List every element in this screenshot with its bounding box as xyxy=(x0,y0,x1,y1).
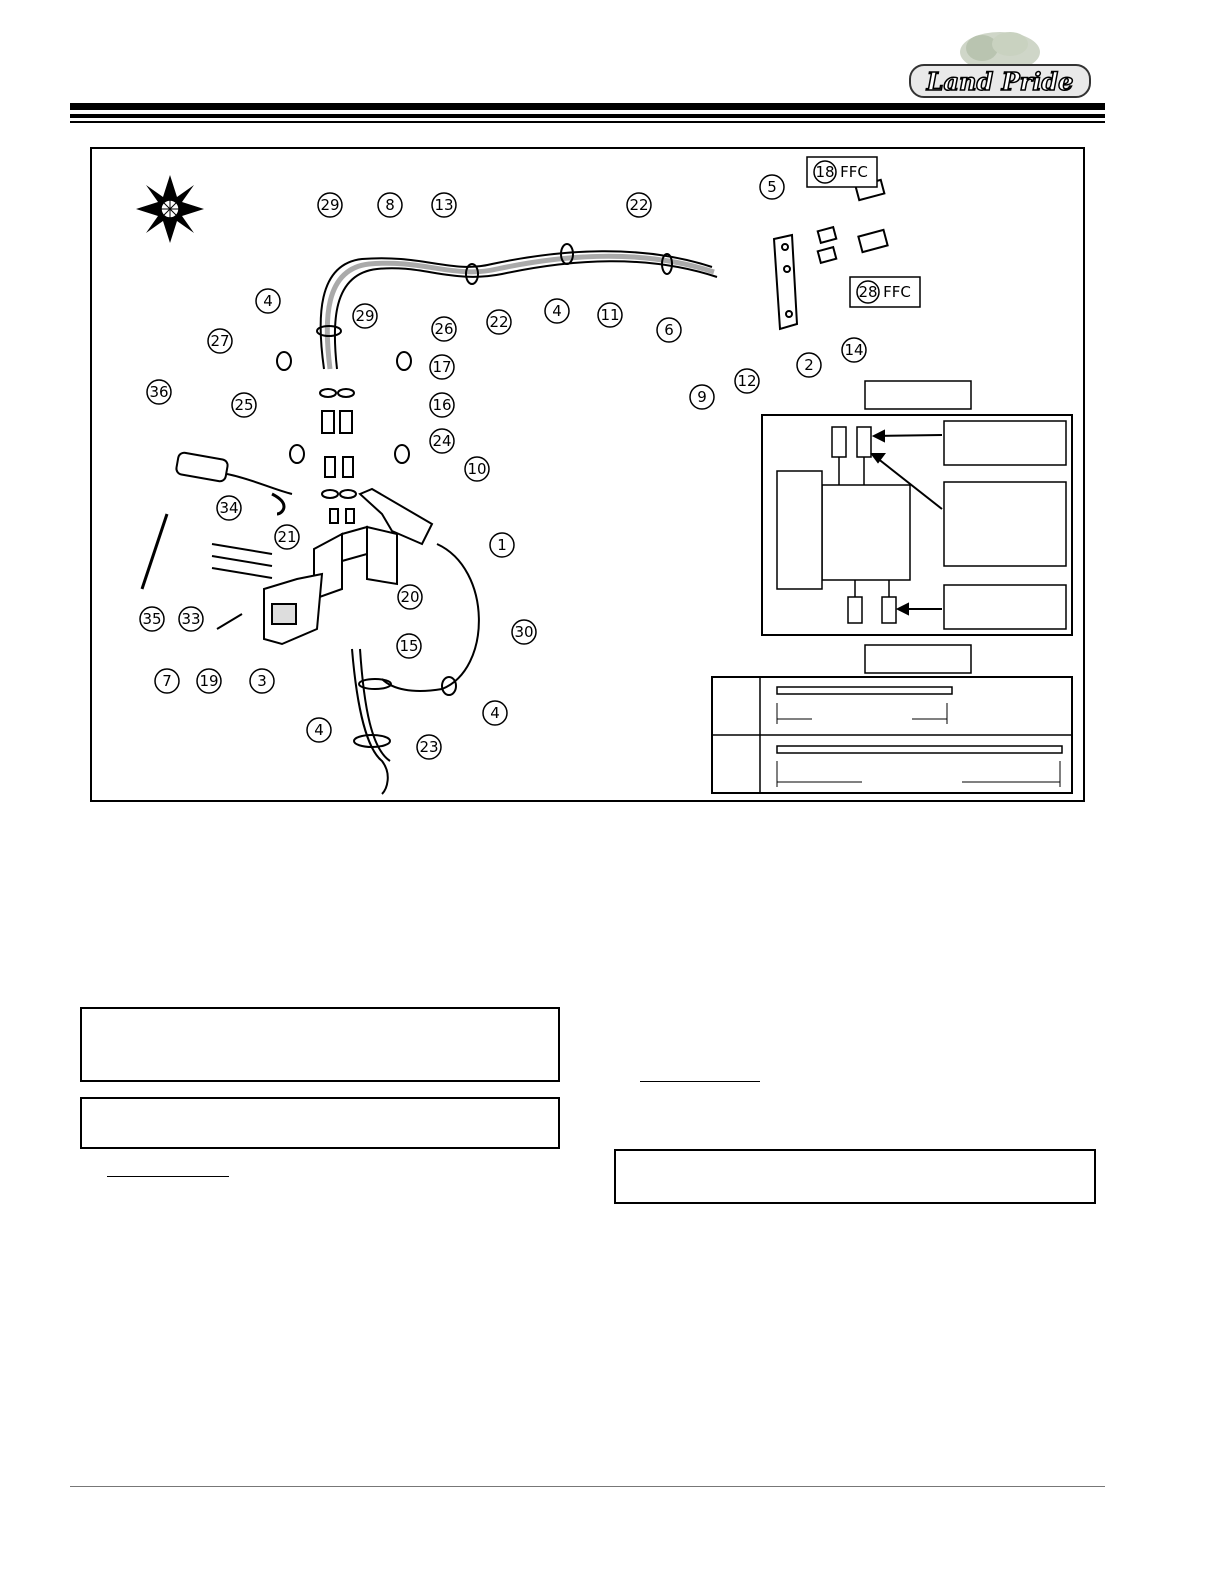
ffc-label-top xyxy=(807,157,877,187)
callout-23: 23 xyxy=(419,738,439,756)
callout-29b: 29 xyxy=(355,307,375,325)
callout-4b: 4 xyxy=(552,302,562,320)
lower-hose-group xyxy=(352,544,479,794)
note-box-left-lower xyxy=(80,1097,560,1149)
cable-tie xyxy=(142,514,167,589)
valve-detail-label-box-bottom xyxy=(944,585,1066,629)
callout-6: 6 xyxy=(664,321,674,339)
fitting-stack xyxy=(320,389,356,523)
valve-detail-title-box xyxy=(865,381,971,409)
ffc-top-text: FFC xyxy=(840,163,868,181)
logo-graphic xyxy=(900,30,1100,105)
header-rule-bottom xyxy=(70,121,1105,123)
callout-4d: 4 xyxy=(314,721,324,739)
callout-20: 20 xyxy=(400,588,420,606)
heading-underline-left xyxy=(107,1176,229,1177)
note-box-right xyxy=(614,1149,1096,1204)
callout-5: 5 xyxy=(767,178,777,196)
callout-3: 3 xyxy=(257,672,267,690)
heading-underline-right xyxy=(640,1081,760,1082)
callout-8: 8 xyxy=(385,196,395,214)
exploded-view-svg xyxy=(92,149,1083,800)
cover-plate xyxy=(264,574,322,644)
callout-12: 12 xyxy=(737,372,757,390)
note-box-left-upper xyxy=(80,1007,560,1082)
footer-rule xyxy=(70,1486,1105,1487)
callout-2: 2 xyxy=(804,356,814,374)
callout-15: 15 xyxy=(399,637,419,655)
valve-detail-label-box-middle xyxy=(944,482,1066,566)
callout-21: 21 xyxy=(277,528,297,546)
ffc-bottom-text: FFC xyxy=(883,283,911,301)
callout-numbers xyxy=(142,178,863,756)
callout-7: 7 xyxy=(162,672,172,690)
quick-coupler-group xyxy=(818,180,888,263)
callout-13: 13 xyxy=(434,196,454,214)
valve-block xyxy=(314,527,397,599)
callout-4a: 4 xyxy=(263,292,273,310)
ffc-bottom-number: 28 xyxy=(858,283,878,301)
upper-hose-pair xyxy=(321,251,717,369)
callout-9: 9 xyxy=(697,388,707,406)
callout-30: 30 xyxy=(514,623,534,641)
solenoid-stack xyxy=(777,471,822,589)
hose-table-title-box xyxy=(865,645,971,673)
callout-35: 35 xyxy=(142,610,162,628)
callout-29a: 29 xyxy=(320,196,340,214)
valve-detail-label-box-top xyxy=(944,421,1066,465)
callout-33: 33 xyxy=(181,610,201,628)
header-rule-top xyxy=(70,103,1105,110)
header-rule-middle xyxy=(70,114,1105,118)
callout-26: 26 xyxy=(434,320,454,338)
callout-1: 1 xyxy=(497,536,507,554)
callout-16: 16 xyxy=(432,396,452,414)
dust-cap-group xyxy=(277,352,411,463)
ffc-top-number: 18 xyxy=(815,163,835,181)
callout-22a: 22 xyxy=(629,196,649,214)
callout-11: 11 xyxy=(600,306,620,324)
callout-22b: 22 xyxy=(489,313,509,331)
callout-25: 25 xyxy=(234,396,254,414)
logo-text: Land Pride xyxy=(926,67,1074,96)
ffc-label-bottom xyxy=(850,277,920,307)
hose-length-inset xyxy=(712,645,1072,793)
bulkhead-bracket xyxy=(774,235,797,329)
hydraulic-parts-diagram xyxy=(90,147,1085,802)
callout-10: 10 xyxy=(467,460,487,478)
callout-27: 27 xyxy=(210,332,230,350)
valve-body xyxy=(822,485,910,580)
callout-19: 19 xyxy=(199,672,219,690)
land-pride-logo xyxy=(900,30,1100,105)
callout-24: 24 xyxy=(432,432,452,450)
callout-17: 17 xyxy=(432,358,452,376)
callout-36: 36 xyxy=(149,383,169,401)
valve-detail-inset xyxy=(762,381,1072,635)
callout-4c: 4 xyxy=(490,704,500,722)
orientation-star-icon xyxy=(136,175,204,243)
callout-14: 14 xyxy=(844,341,864,359)
callout-34: 34 xyxy=(219,499,239,517)
